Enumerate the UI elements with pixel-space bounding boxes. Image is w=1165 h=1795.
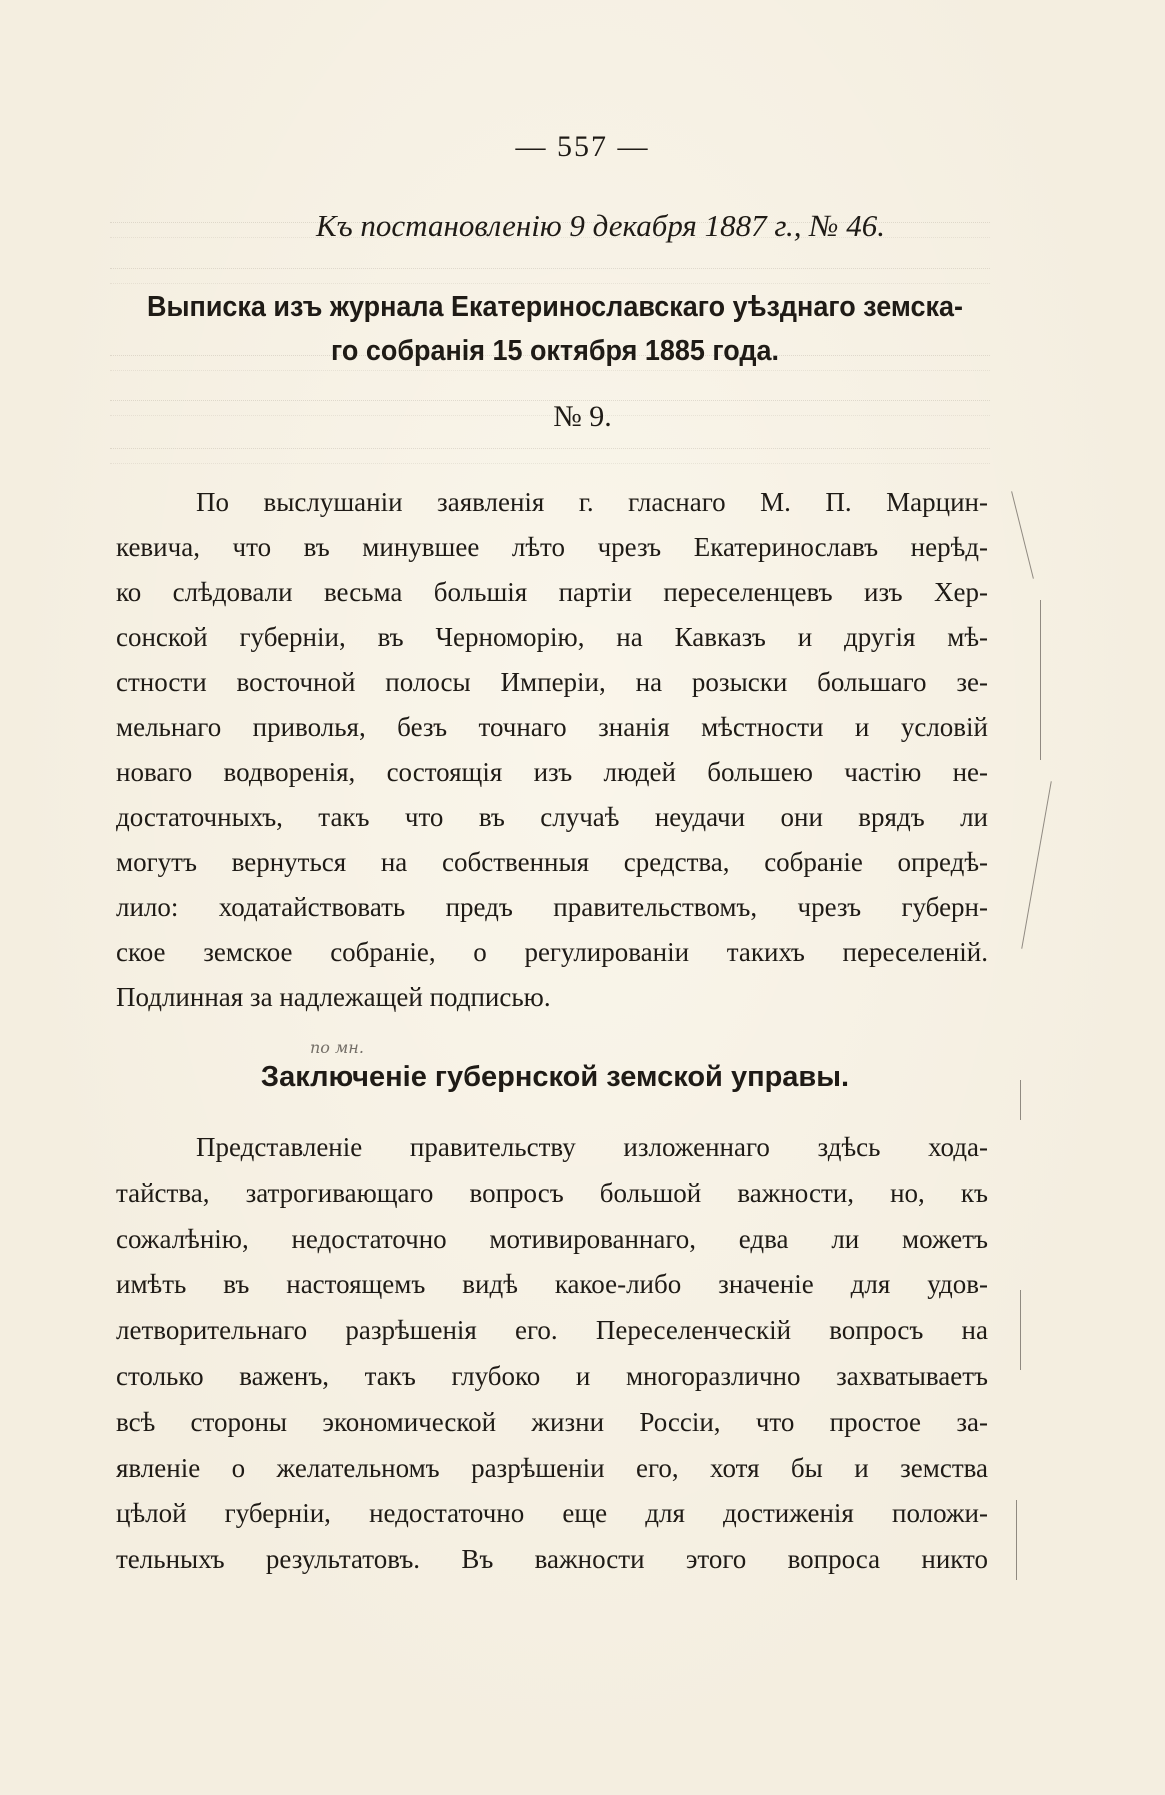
text-line: летворительнаго разрѣшенія его. Переселенческій вопросъ на	[116, 1315, 988, 1346]
text-line: тайства, затрогивающаго вопросъ большой важности, но, къ	[116, 1177, 988, 1208]
text-line: ко слѣдовали весьма большія партіи переселенцевъ изъ Хер-	[116, 577, 988, 607]
text-line: явленіе о желательномъ разрѣшеніи его, хотя бы и земства	[116, 1452, 988, 1483]
text-line: столько важенъ, такъ глубоко и многоразлично захватываетъ	[116, 1360, 988, 1391]
pencil-margin-mark	[1040, 600, 1041, 760]
text-line: сожалѣнію, недостаточно мотивированнаго, едва ли можетъ	[116, 1223, 988, 1254]
document-heading	[141, 285, 969, 373]
text-line: кевича, что въ минувшее лѣто чрезъ Екатеринославъ нерѣд-	[116, 532, 988, 562]
pencil-margin-mark	[1011, 491, 1034, 579]
pencil-annotation: по мн.	[310, 1038, 364, 1057]
pencil-margin-mark	[1020, 1080, 1021, 1120]
document-number: № 9.	[553, 400, 612, 433]
text-line: сонской губерніи, въ Черноморію, на Кавказъ и другія мѣ-	[116, 622, 988, 652]
journal-extract-paragraph	[116, 480, 988, 1020]
page-number: — 557 —	[515, 130, 650, 163]
pencil-margin-mark	[1020, 1290, 1021, 1370]
bleed-through-line	[110, 448, 990, 464]
text-line: имѣть въ настоящемъ видѣ какое-либо значеніе для удов-	[116, 1269, 988, 1300]
pencil-margin-mark	[1016, 1500, 1017, 1580]
decree-reference: Къ постановленію 9 декабря 1887 г., № 46.	[316, 208, 885, 243]
text-line: лило: ходатайствовать предъ правительствомъ, чрезъ губерн-	[116, 892, 988, 922]
conclusion-paragraph	[116, 1125, 988, 1583]
text-line: Подлинная за надлежащей подписью.	[116, 982, 551, 1012]
text-line: По выслушаніи заявленія г. гласнаго М. П. Марцин-	[196, 487, 988, 517]
text-line: новаго водворенія, состоящія изъ людей большею частію не-	[116, 757, 988, 787]
conclusion-heading: Заключеніе губернской земской управы.	[260, 1061, 850, 1093]
text-line: достаточныхъ, такъ что въ случаѣ неудачи они врядъ ли	[116, 802, 988, 832]
text-line: мельнаго приволья, безъ точнаго знанія мѣстности и условій	[116, 712, 988, 742]
text-line: цѣлой губерніи, недостаточно еще для достиженія положи-	[116, 1498, 988, 1529]
text-line: стности восточной полосы Имперіи, на розыски большаго зе-	[116, 667, 988, 697]
text-line: Представленіе правительству изложеннаго здѣсь хода-	[196, 1132, 988, 1162]
pencil-margin-mark	[1021, 781, 1052, 949]
heading-line-2: го собранія 15 октября 1885 года.	[331, 335, 779, 367]
text-line: всѣ стороны экономической жизни Россіи, что простое за-	[116, 1406, 988, 1437]
text-line: тельныхъ результатовъ. Въ важности этого вопроса никто	[116, 1544, 988, 1575]
bleed-through-line	[110, 268, 990, 284]
text-line: могутъ вернуться на собственныя средства, собраніе опредѣ-	[116, 847, 988, 877]
heading-line-1: Выписка изъ журнала Екатеринославскаго уѣзднаго земска-	[147, 291, 963, 323]
text-line: ское земское собраніе, о регулированіи такихъ переселеній.	[116, 937, 988, 967]
